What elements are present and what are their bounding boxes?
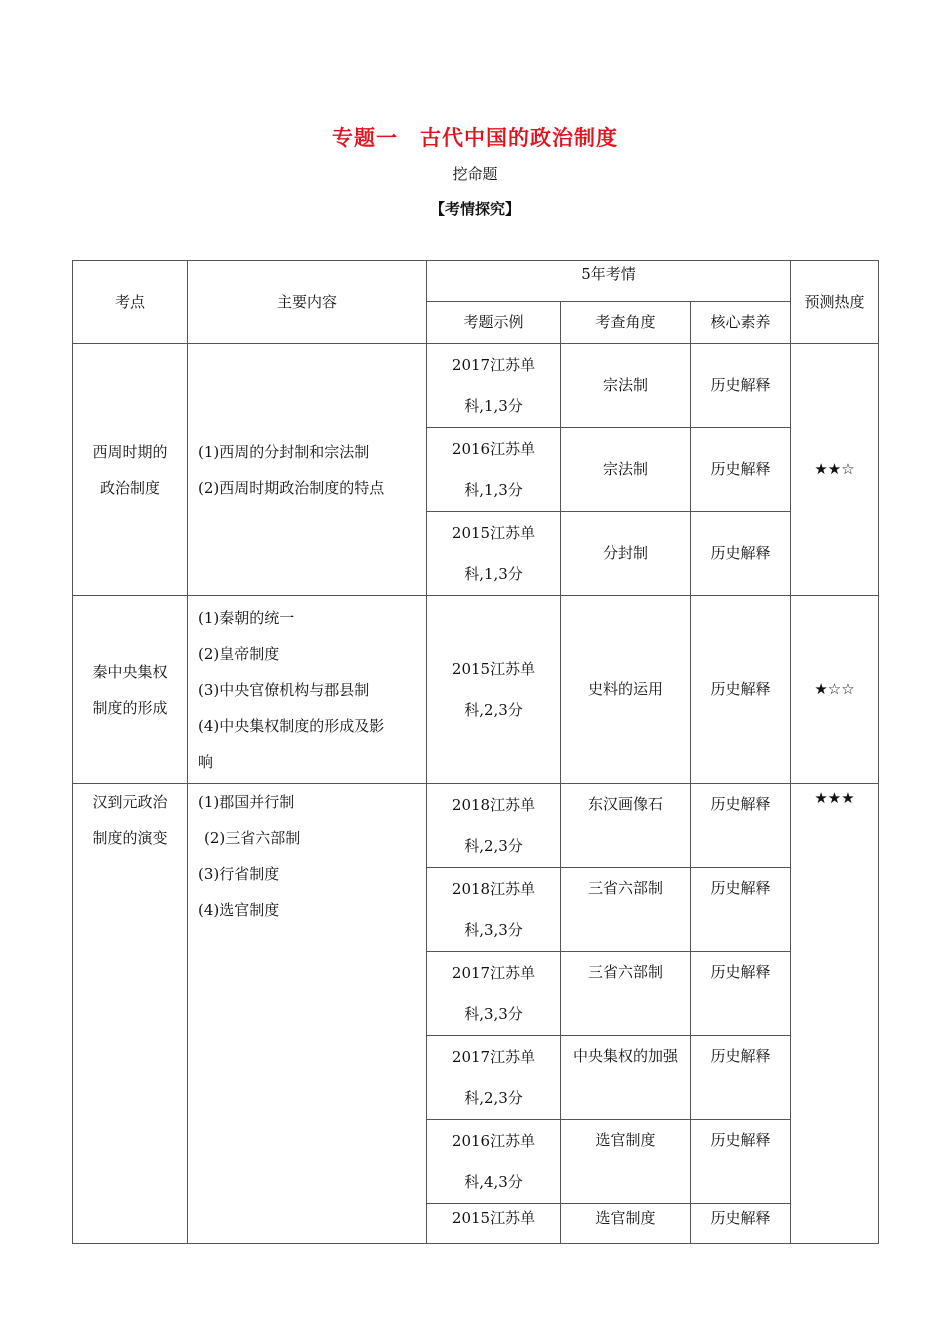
exam-literacy: 历史解释 — [691, 596, 791, 784]
exam-angle: 宗法制 — [561, 344, 691, 428]
exam-literacy: 历史解释 — [691, 344, 791, 428]
header-five-year: 5年考情 — [427, 261, 791, 302]
exam-example: 2016江苏单 科,1,3分 — [427, 428, 561, 512]
table-row — [73, 784, 879, 868]
content-cell: (1)西周的分封制和宗法制 (2)西周时期政治制度的特点 — [188, 344, 427, 596]
exam-example: 2015江苏单 — [427, 1204, 561, 1244]
exam-example: 2018江苏单 科,2,3分 — [427, 784, 561, 868]
exam-literacy: 历史解释 — [691, 952, 791, 1036]
exam-angle: 选官制度 — [561, 1120, 691, 1204]
exam-literacy: 历史解释 — [691, 784, 791, 868]
content-cell: (1)郡国并行制 (2)三省六部制 (3)行省制度 (4)选官制度 — [188, 784, 427, 1244]
exam-example: 2017江苏单 科,3,3分 — [427, 952, 561, 1036]
header-content: 主要内容 — [188, 261, 427, 344]
topic-cell: 汉到元政治 制度的演变 — [73, 784, 188, 1244]
page-title: 专题一 古代中国的政治制度 — [332, 126, 618, 150]
header-angle: 考查角度 — [561, 302, 691, 344]
header-topic: 考点 — [73, 261, 188, 344]
exam-literacy: 历史解释 — [691, 1204, 791, 1244]
exam-literacy: 历史解释 — [691, 868, 791, 952]
exam-angle: 宗法制 — [561, 428, 691, 512]
header-literacy: 核心素养 — [691, 302, 791, 344]
page-subtitle: 挖命题 — [452, 165, 498, 183]
exam-analysis-table — [72, 260, 879, 1244]
topic-cell: 秦中央集权 制度的形成 — [73, 596, 188, 784]
topic-cell: 西周时期的 政治制度 — [73, 344, 188, 596]
exam-example: 2018江苏单 科,3,3分 — [427, 868, 561, 952]
heat-rating: ★☆☆ — [791, 596, 879, 784]
exam-angle: 东汉画像石 — [561, 784, 691, 868]
exam-literacy: 历史解释 — [691, 428, 791, 512]
exam-example: 2015江苏单 科,1,3分 — [427, 512, 561, 596]
table-row — [73, 344, 879, 428]
header-heat: 预测热度 — [791, 261, 879, 344]
content-cell: (1)秦朝的统一 (2)皇帝制度 (3)中央官僚机构与郡县制 (4)中央集权制度的形成及影 响 — [188, 596, 427, 784]
exam-literacy: 历史解释 — [691, 512, 791, 596]
exam-example: 2017江苏单 科,2,3分 — [427, 1036, 561, 1120]
exam-literacy: 历史解释 — [691, 1120, 791, 1204]
heat-rating: ★★★ — [791, 784, 879, 1244]
exam-angle: 选官制度 — [561, 1204, 691, 1244]
exam-example: 2017江苏单 科,1,3分 — [427, 344, 561, 428]
table-header-row — [73, 261, 879, 302]
exam-angle: 史料的运用 — [561, 596, 691, 784]
exam-example: 2015江苏单 科,2,3分 — [427, 596, 561, 784]
table-row — [73, 596, 879, 784]
exam-angle: 中央集权的加强 — [561, 1036, 691, 1120]
exam-literacy: 历史解释 — [691, 1036, 791, 1120]
header-example: 考题示例 — [427, 302, 561, 344]
exam-angle: 三省六部制 — [561, 868, 691, 952]
exam-angle: 分封制 — [561, 512, 691, 596]
exam-example: 2016江苏单 科,4,3分 — [427, 1120, 561, 1204]
exam-angle: 三省六部制 — [561, 952, 691, 1036]
section-heading: 【考情探究】 — [429, 200, 520, 218]
heat-rating: ★★☆ — [791, 344, 879, 596]
